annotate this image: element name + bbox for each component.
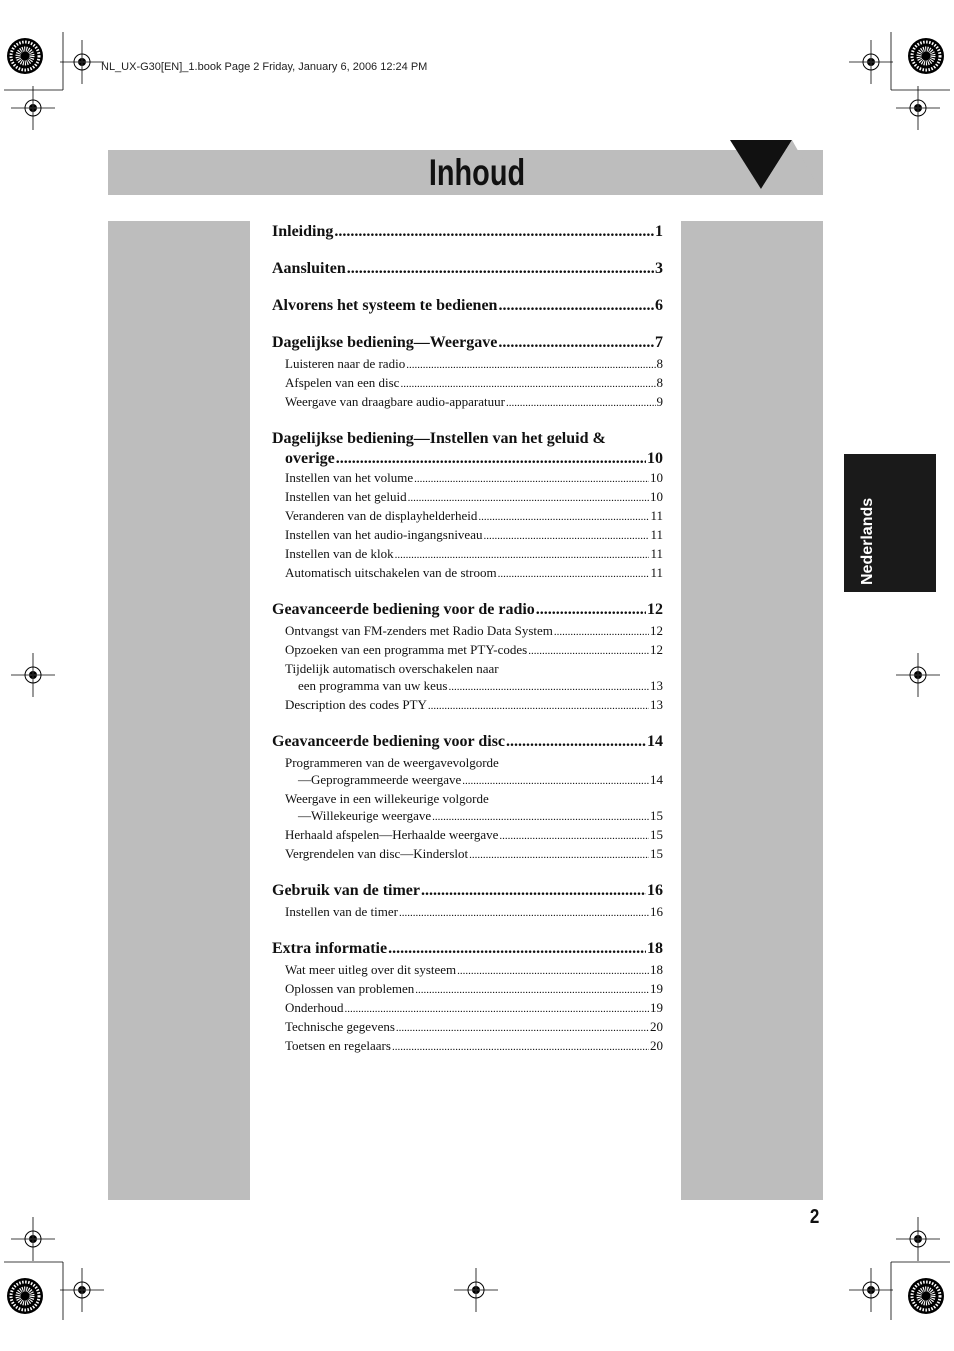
leader-dots: [406, 357, 655, 374]
toc-subentry[interactable]: [272, 677, 663, 696]
toc-entry[interactable]: [272, 939, 663, 959]
toc-entry-page: 18: [647, 940, 663, 957]
toc-subentry-title: Instellen van de timer: [285, 904, 398, 919]
toc-entry-title-line2: overige: [285, 450, 335, 467]
leader-dots: [462, 773, 649, 790]
leader-dots: [554, 624, 649, 641]
toc-subentry-page: 19: [650, 1000, 663, 1015]
toc-subentry-page: 10: [650, 470, 663, 485]
toc-subentry[interactable]: [272, 771, 663, 790]
toc-subentry-title: —Willekeurige weergave: [298, 808, 432, 823]
toc-subentry[interactable]: [272, 1018, 663, 1037]
toc-subentry-title: Opzoeken van een programma met PTY-codes: [285, 642, 528, 657]
toc-subentry-title: Technische gegevens: [285, 1019, 395, 1034]
toc-section-disc: [272, 732, 663, 864]
toc-subentry-page: 8: [656, 356, 663, 371]
toc-entry[interactable]: [272, 259, 663, 279]
toc-subentry[interactable]: [272, 469, 663, 488]
toc-entry[interactable]: [272, 429, 663, 469]
language-tab-label: Nederlands: [859, 497, 876, 585]
toc-entry-title: Inleiding: [272, 223, 334, 240]
toc-subentry-page: 18: [650, 962, 663, 977]
toc-entry[interactable]: [272, 333, 663, 353]
toc-entry-page: 12: [647, 601, 663, 618]
toc-entry-title: Dagelijkse bediening—Weergave: [272, 334, 498, 351]
right-gray-column: [681, 221, 823, 1200]
toc-subentry[interactable]: [272, 564, 663, 583]
toc-subentry[interactable]: [272, 807, 663, 826]
toc-subentry-title: Weergave van draagbare audio-apparatuur: [285, 394, 505, 409]
toc-subentry[interactable]: [272, 903, 663, 922]
toc-section-aansluiten: [272, 259, 663, 279]
toc-subentry[interactable]: [272, 507, 663, 526]
toc-subentry[interactable]: [272, 980, 663, 999]
leader-dots: [345, 1001, 650, 1018]
toc-entry-page: 7: [655, 334, 663, 351]
toc-subentry[interactable]: [272, 1037, 663, 1056]
leader-dots: [399, 905, 649, 922]
toc-subentry-title: Instellen van het audio-ingangsniveau: [285, 527, 483, 542]
leader-dots: [414, 471, 649, 488]
toc-subentry-page: 13: [650, 678, 663, 693]
leader-dots: [336, 449, 646, 469]
toc-entry[interactable]: [272, 600, 663, 620]
toc-subentry-title: Luisteren naar de radio: [285, 356, 406, 371]
leader-dots: [448, 679, 649, 696]
toc-subentry-title: Afspelen van een disc: [285, 375, 400, 390]
leader-dots: [392, 1039, 649, 1056]
leader-dots: [498, 296, 654, 316]
toc-subentry-page: 16: [650, 904, 663, 919]
leader-dots: [396, 1020, 649, 1037]
toc-section-dagelijks-weergave: [272, 333, 663, 412]
toc-subentry[interactable]: [272, 488, 663, 507]
toc-subentry-title: een programma van uw keus: [298, 678, 448, 693]
toc-subentry-title: Wat meer uitleg over dit systeem: [285, 962, 457, 977]
leader-dots: [432, 809, 649, 826]
toc-subentry-line1[interactable]: Programmeren van de weergavevolgorde: [285, 755, 499, 770]
toc-entry-title: Aansluiten: [272, 260, 346, 277]
toc-entry-page: 6: [655, 297, 663, 314]
toc-subentry[interactable]: [272, 961, 663, 980]
leader-dots: [483, 528, 649, 545]
leader-dots: [536, 600, 646, 620]
toc-subentry-title: Automatisch uitschakelen van de stroom: [285, 565, 497, 580]
toc-subentry-title: Toetsen en regelaars: [285, 1038, 391, 1053]
toc-section-inleiding: [272, 222, 663, 242]
leader-dots: [506, 732, 646, 752]
table-of-contents: [272, 219, 663, 1073]
toc-entry-page: 10: [647, 450, 663, 467]
toc-subentry-title: Ontvangst van FM-zenders met Radio Data System: [285, 623, 553, 638]
toc-entry-page: 3: [655, 260, 663, 277]
toc-entry[interactable]: [272, 222, 663, 242]
left-gray-column: [108, 221, 250, 1200]
toc-subentry[interactable]: [272, 622, 663, 641]
toc-section-radio: [272, 600, 663, 715]
toc-entry-line2: [272, 449, 663, 469]
toc-entry-title-line1: Dagelijkse bediening—Instellen van het geluid &: [272, 430, 606, 447]
toc-subentry-page: 15: [650, 827, 663, 842]
toc-subentry-title: Instellen van het geluid: [285, 489, 407, 504]
toc-subentry[interactable]: [272, 696, 663, 715]
leader-dots: [506, 395, 656, 412]
toc-section-alvorens: [272, 296, 663, 316]
toc-subentry-title: —Geprogrammeerde weergave: [298, 772, 462, 787]
toc-subentry-page: 12: [650, 623, 663, 638]
toc-subentry[interactable]: [272, 999, 663, 1018]
toc-entry-title: Alvorens het systeem te bedienen: [272, 297, 498, 314]
file-header: NL_UX-G30[EN]_1.book Page 2 Friday, January 6, 2006 12:24 PM: [101, 61, 428, 73]
toc-subentry[interactable]: [272, 845, 663, 864]
toc-subentry-page: 8: [656, 375, 663, 390]
leader-dots: [498, 333, 654, 353]
title-triangle-decoration: [726, 140, 824, 196]
toc-subentry[interactable]: [272, 545, 663, 564]
toc-subentry-page: 9: [656, 394, 663, 409]
leader-dots: [498, 566, 650, 583]
toc-subentry-title: Instellen van het volume: [285, 470, 414, 485]
toc-entry[interactable]: [272, 296, 663, 316]
leader-dots: [388, 939, 646, 959]
toc-entry-title: Extra informatie: [272, 940, 388, 957]
toc-entry-title: Geavanceerde bediening voor de radio: [272, 601, 535, 618]
toc-subentry-title: Herhaald afspelen—Herhaalde weergave: [285, 827, 499, 842]
toc-entry[interactable]: [272, 881, 663, 901]
toc-subentry-title: Oplossen van problemen: [285, 981, 415, 996]
toc-section-timer: [272, 881, 663, 922]
leader-dots: [428, 698, 649, 715]
toc-subentry-page: 20: [650, 1019, 663, 1034]
toc-subentry-page: 11: [650, 527, 663, 542]
toc-subentry-page: 20: [650, 1038, 663, 1053]
leader-dots: [457, 963, 649, 980]
leader-dots: [347, 259, 654, 279]
toc-entry-page: 16: [647, 882, 663, 899]
toc-subentry-page: 11: [650, 546, 663, 561]
toc-subentry-page: 14: [650, 772, 663, 787]
toc-subentry-title: Instellen van de klok: [285, 546, 394, 561]
leader-dots: [408, 490, 649, 507]
toc-entry-title: Gebruik van de timer: [272, 882, 420, 899]
toc-subentry-page: 11: [650, 565, 663, 580]
leader-dots: [469, 847, 649, 864]
toc-section-dagelijks-geluid: [272, 429, 663, 583]
toc-subentry-line1[interactable]: Weergave in een willekeurige volgorde: [285, 791, 489, 806]
toc-subentry-title: Onderhoud: [285, 1000, 344, 1015]
toc-subentry-page: 15: [650, 846, 663, 861]
toc-subentry-title: Veranderen van de displayhelderheid: [285, 508, 478, 523]
toc-subentry-page: 19: [650, 981, 663, 996]
toc-entry-page: 14: [647, 733, 663, 750]
toc-entry[interactable]: [272, 732, 663, 752]
toc-subentry[interactable]: [272, 355, 663, 374]
toc-subentry-page: 15: [650, 808, 663, 823]
toc-subentry-line1[interactable]: Tijdelijk automatisch overschakelen naar: [285, 661, 499, 676]
leader-dots: [421, 881, 646, 901]
toc-subentry[interactable]: [272, 393, 663, 412]
toc-subentry[interactable]: [272, 374, 663, 393]
leader-dots: [415, 982, 649, 999]
toc-subentry[interactable]: [272, 526, 663, 545]
language-tab: [844, 454, 936, 592]
toc-subentry[interactable]: [272, 641, 663, 660]
toc-subentry[interactable]: [272, 826, 663, 845]
toc-subentry-page: 10: [650, 489, 663, 504]
leader-dots: [334, 222, 654, 242]
leader-dots: [395, 547, 650, 564]
page-title: Inhoud: [428, 152, 526, 193]
toc-subentry-title: Description des codes PTY: [285, 697, 427, 712]
page-number: 2: [809, 1206, 820, 1228]
toc-subentry-page: 13: [650, 697, 663, 712]
toc-subentry-title: Vergrendelen van disc—Kinderslot: [285, 846, 469, 861]
toc-entry-title: Geavanceerde bediening voor disc: [272, 733, 506, 750]
leader-dots: [499, 828, 649, 845]
leader-dots: [528, 643, 649, 660]
toc-subentry-page: 12: [650, 642, 663, 657]
leader-dots: [478, 509, 649, 526]
toc-entry-page: 1: [655, 223, 663, 240]
toc-subentry-page: 11: [650, 508, 663, 523]
toc-section-extra: [272, 939, 663, 1056]
leader-dots: [400, 376, 655, 393]
